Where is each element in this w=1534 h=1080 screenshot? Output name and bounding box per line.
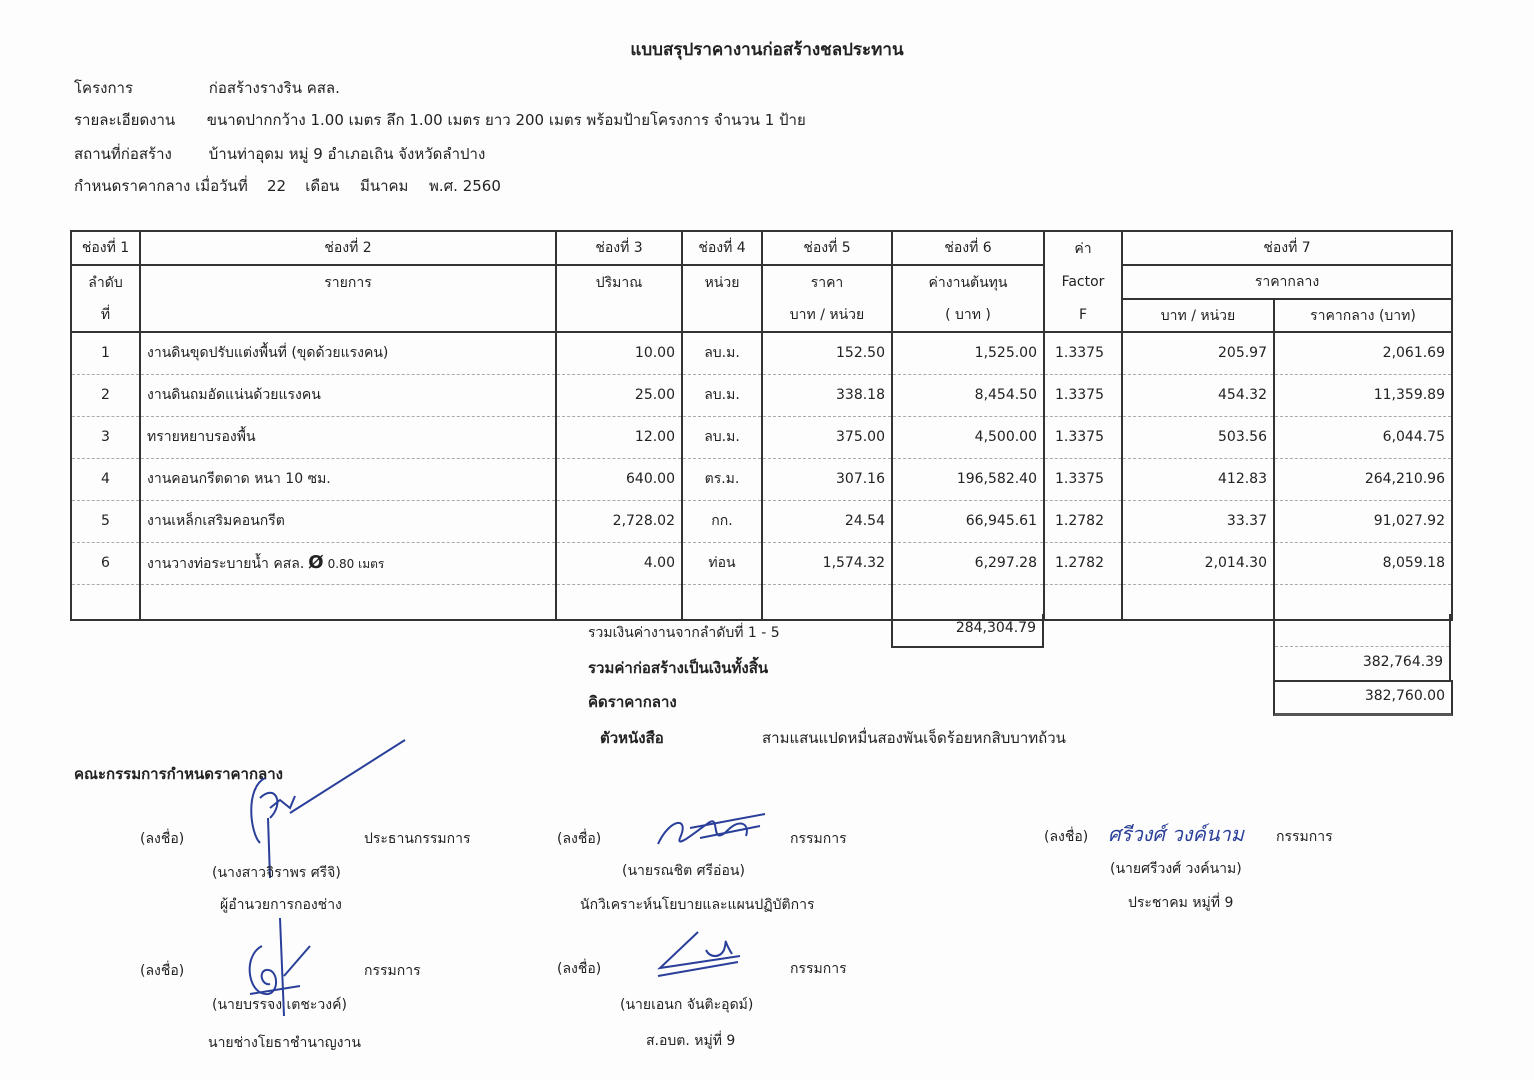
header-row-2 — [71, 265, 1452, 299]
position-3: ประชาคม หมู่ที่ 9 — [1128, 895, 1234, 911]
row-price: 24.54 — [762, 500, 892, 542]
mid-price-value: 382,760.00 — [1273, 680, 1453, 716]
row-total-midprice: 91,027.92 — [1274, 500, 1452, 542]
table-row — [71, 542, 1452, 584]
words-label: ตัวหนังสือ — [600, 729, 664, 747]
detail-label: รายละเอียดงาน — [74, 111, 176, 129]
role-3: กรรมการ — [1276, 829, 1333, 845]
row-qty: 10.00 — [556, 332, 682, 374]
table-row — [71, 332, 1452, 374]
col-header-2: ช่องที่ 2 — [140, 231, 556, 265]
row-price: 307.16 — [762, 458, 892, 500]
project-label: โครงการ — [74, 79, 134, 97]
row-item: งานดินขุดปรับแต่งพื้นที่ (ขุดด้วยแรงคน) — [140, 332, 556, 374]
table-row — [71, 458, 1452, 500]
role-5: กรรมการ — [790, 961, 847, 977]
committee-heading: คณะกรรมการกำหนดราคากลาง — [74, 765, 283, 783]
subtotal-value: 284,304.79 — [891, 614, 1044, 648]
detail-value: ขนาดปากกว้าง 1.00 เมตร ลึก 1.00 เมตร ยาว 200 เมตร พร้อมป้ายโครงการ จำนวน 1 ป้าย — [206, 111, 806, 129]
col-header-1: ช่องที่ 1 — [71, 231, 140, 265]
sub-header-price: ราคา — [762, 265, 892, 299]
row-price: 1,574.32 — [762, 542, 892, 584]
row-item: งานเหล็กเสริมคอนกรีต — [140, 500, 556, 542]
mid-price-label: คิดราคากลาง — [588, 693, 677, 711]
date-day: 22 — [266, 177, 287, 195]
sign-prefix-4: (ลงชื่อ) — [140, 963, 185, 979]
row-cost: 6,297.28 — [892, 542, 1044, 584]
location-row — [74, 142, 485, 166]
row-cost: 66,945.61 — [892, 500, 1044, 542]
blank-row — [71, 584, 1452, 620]
row-unit: ลบ.ม. — [682, 332, 762, 374]
row-total-midprice: 8,059.18 — [1274, 542, 1452, 584]
row-price: 152.50 — [762, 332, 892, 374]
row-item: ทรายหยาบรองพื้น — [140, 416, 556, 458]
sub-header-cost-unit: ( บาท ) — [892, 299, 1044, 332]
grand-total-label: รวมค่าก่อสร้างเป็นเงินทั้งสิ้น — [588, 659, 769, 677]
row-item — [140, 542, 556, 584]
row-cost: 8,454.50 — [892, 374, 1044, 416]
col-header-5: ช่องที่ 5 — [762, 231, 892, 265]
row-unit: ลบ.ม. — [682, 374, 762, 416]
row-price: 338.18 — [762, 374, 892, 416]
row-item: งานคอนกรีตดาด หนา 10 ซม. — [140, 458, 556, 500]
col-header-7: ช่องที่ 7 — [1122, 231, 1452, 265]
item-suffix: 0.80 เมตร — [327, 556, 385, 571]
col-header-factor: ค่า — [1044, 231, 1122, 265]
name-2: (นายรณชิต ศรีอ่อน) — [622, 863, 745, 879]
name-5: (นายเอนก จันติะอุดม์) — [620, 997, 754, 1013]
date-month-label: เดือน — [305, 177, 340, 195]
sub-header-no: ลำดับ — [71, 265, 140, 299]
position-1: ผู้อำนวยการกองช่าง — [220, 897, 342, 913]
date-year-label: พ.ศ. — [428, 177, 458, 195]
header-row-1 — [71, 231, 1452, 265]
date-row — [74, 174, 501, 198]
date-month: มีนาคม — [359, 177, 409, 195]
row-cost: 1,525.00 — [892, 332, 1044, 374]
sub-header-cost: ค่างานต้นทุน — [892, 265, 1044, 299]
header-row-3 — [71, 299, 1452, 332]
row-unit-midprice: 454.32 — [1122, 374, 1274, 416]
sub-header-mid-total: ราคากลาง (บาท) — [1274, 299, 1452, 332]
name-4: (นายบรรจง เตชะวงค์) — [212, 997, 347, 1013]
row-qty: 12.00 — [556, 416, 682, 458]
sub-header-factor-f: F — [1044, 299, 1122, 332]
row-total-midprice: 6,044.75 — [1274, 416, 1452, 458]
document-title: แบบสรุปราคางานก่อสร้างชลประทาน — [630, 40, 904, 60]
date-year: 2560 — [462, 177, 501, 195]
row-unit-midprice: 503.56 — [1122, 416, 1274, 458]
signature-2 — [650, 808, 770, 854]
price-table — [70, 230, 1453, 621]
position-4: นายช่างโยธาชำนาญงาน — [208, 1035, 361, 1051]
row-unit: ตร.ม. — [682, 458, 762, 500]
row-unit-midprice: 412.83 — [1122, 458, 1274, 500]
row-qty: 4.00 — [556, 542, 682, 584]
role-1: ประธานกรรมการ — [364, 831, 471, 847]
role-2: กรรมการ — [790, 831, 847, 847]
diameter-symbol: Ø — [308, 551, 324, 573]
sub-header-item: รายการ — [140, 265, 556, 299]
grand-total-box — [1273, 614, 1451, 680]
table-row — [71, 416, 1452, 458]
row-factor: 1.3375 — [1044, 458, 1122, 500]
row-unit: ท่อน — [682, 542, 762, 584]
row-item: งานดินถมอัดแน่นด้วยแรงคน — [140, 374, 556, 416]
row-cost: 4,500.00 — [892, 416, 1044, 458]
location-value: บ้านท่าอุดม หมู่ 9 อำเภอเถิน จังหวัดลำปาง — [208, 145, 486, 163]
row-unit-midprice: 33.37 — [1122, 500, 1274, 542]
detail-row — [74, 108, 806, 132]
sub-header-qty-blank — [556, 299, 682, 332]
signature-5 — [650, 928, 750, 984]
sub-header-no-2: ที่ — [71, 299, 140, 332]
name-1: (นางสาวจิราพร ศรีจิ) — [212, 865, 341, 881]
row-no: 6 — [71, 542, 140, 584]
subtotal-label: รวมเงินค่างานจากลำดับที่ 1 - 5 — [588, 625, 780, 641]
row-qty: 640.00 — [556, 458, 682, 500]
row-price: 375.00 — [762, 416, 892, 458]
row-factor: 1.2782 — [1044, 542, 1122, 584]
row-unit-midprice: 2,014.30 — [1122, 542, 1274, 584]
row-no: 2 — [71, 374, 140, 416]
sign-prefix-2: (ลงชื่อ) — [557, 831, 602, 847]
row-total-midprice: 11,359.89 — [1274, 374, 1452, 416]
position-2: นักวิเคราะห์นโยบายและแผนปฏิบัติการ — [580, 897, 815, 913]
row-unit: กก. — [682, 500, 762, 542]
row-factor: 1.2782 — [1044, 500, 1122, 542]
sub-header-mid-unit: บาท / หน่วย — [1122, 299, 1274, 332]
role-4: กรรมการ — [364, 963, 421, 979]
row-no: 5 — [71, 500, 140, 542]
signature-1 — [240, 738, 420, 878]
date-label: กำหนดราคากลาง เมื่อวันที่ — [74, 177, 248, 195]
col-header-3: ช่องที่ 3 — [556, 231, 682, 265]
row-cost: 196,582.40 — [892, 458, 1044, 500]
row-factor: 1.3375 — [1044, 416, 1122, 458]
row-qty: 25.00 — [556, 374, 682, 416]
row-qty: 2,728.02 — [556, 500, 682, 542]
sub-header-midprice: ราคากลาง — [1122, 265, 1452, 299]
row-no: 3 — [71, 416, 140, 458]
col-header-4: ช่องที่ 4 — [682, 231, 762, 265]
name-3: (นายศรีวงศ์ วงค์นาม) — [1110, 861, 1242, 877]
words-value: สามแสนแปดหมื่นสองพันเจ็ดร้อยหกสิบบาทถ้วน — [762, 729, 1066, 747]
sub-header-item-blank — [140, 299, 556, 332]
row-no: 1 — [71, 332, 140, 374]
sub-header-unit: หน่วย — [682, 265, 762, 299]
item-text: งานวางท่อระบายน้ำ คสล. — [147, 555, 305, 572]
project-row — [74, 76, 340, 100]
sub-header-factor: Factor — [1044, 265, 1122, 299]
row-factor: 1.3375 — [1044, 374, 1122, 416]
row-total-midprice: 264,210.96 — [1274, 458, 1452, 500]
sign-prefix-1: (ลงชื่อ) — [140, 831, 185, 847]
row-factor: 1.3375 — [1044, 332, 1122, 374]
sub-header-qty: ปริมาณ — [556, 265, 682, 299]
sign-prefix-3: (ลงชื่อ) — [1044, 829, 1089, 845]
col-header-6: ช่องที่ 6 — [892, 231, 1044, 265]
row-no: 4 — [71, 458, 140, 500]
grand-total-value: 382,764.39 — [1362, 654, 1443, 670]
sub-header-price-unit: บาท / หน่วย — [762, 299, 892, 332]
row-unit-midprice: 205.97 — [1122, 332, 1274, 374]
position-5: ส.อบต. หมู่ที่ 9 — [646, 1033, 736, 1049]
project-value: ก่อสร้างรางริน คสล. — [208, 79, 340, 97]
table-row — [71, 374, 1452, 416]
table-row — [71, 500, 1452, 542]
signature-3: ศรีวงศ์ วงค์นาม — [1108, 822, 1244, 846]
sign-prefix-5: (ลงชื่อ) — [557, 961, 602, 977]
location-label: สถานที่ก่อสร้าง — [74, 145, 172, 163]
row-total-midprice: 2,061.69 — [1274, 332, 1452, 374]
sub-header-unit-blank — [682, 299, 762, 332]
row-unit: ลบ.ม. — [682, 416, 762, 458]
